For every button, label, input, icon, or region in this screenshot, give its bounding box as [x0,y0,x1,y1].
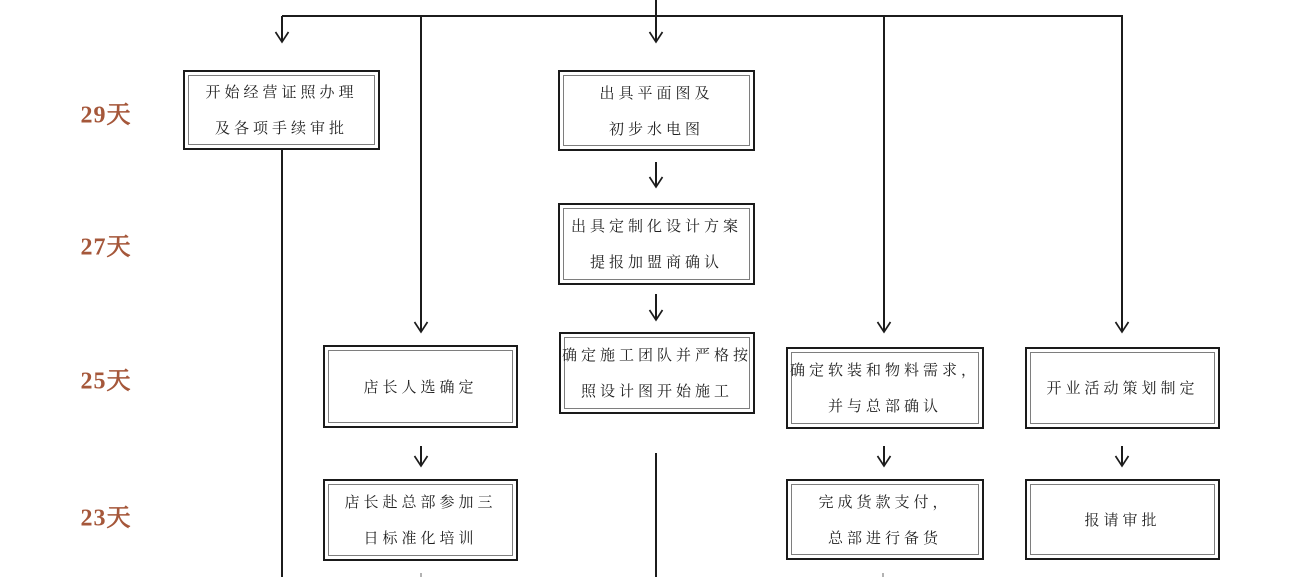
arrow-manager-to-training [415,446,428,466]
node-line: 开始经营证照办理 [205,83,358,101]
arrow-to-floorplan [650,16,663,42]
node-line: 并与总部确认 [827,397,942,415]
arrow-to-manager [415,16,428,332]
arrow-design-to-construction [650,294,663,320]
timeline-label-27: 27天 [80,234,132,261]
node-softgoods-materials [786,347,984,429]
node-custom-design [558,203,755,285]
node-line: 提报加盟商确认 [589,253,723,271]
node-payment-stocking [786,479,984,560]
node-construction-team [559,332,755,414]
node-line: 出具平面图及 [599,83,714,102]
node-line: 开业活动策划制定 [1046,379,1199,397]
node-line: 初步水电图 [608,119,704,138]
arrow-to-opening [1116,16,1129,332]
node-floorplan [558,70,755,151]
node-opening-event-planning [1025,347,1220,429]
node-license-processing [183,70,380,150]
node-hq-training [323,479,518,561]
timeline-label-23: 23天 [80,505,132,532]
arrow-floorplan-to-design [650,162,663,187]
timeline-label-29: 29天 [80,102,132,129]
node-line: 及各项手续审批 [214,119,348,137]
node-line: 确定施工团队并严格按 [562,346,753,364]
node-line: 店长人选确定 [363,377,478,396]
arrow-softgoods-to-payment [878,446,891,466]
node-line: 照设计图开始施工 [580,382,733,400]
arrow-opening-to-approval [1116,446,1129,466]
node-line: 日标准化培训 [363,529,478,547]
node-submit-approval [1025,479,1220,560]
node-store-manager-selection [323,345,518,428]
node-line: 店长赴总部参加三 [344,493,497,511]
node-line: 总部进行备货 [827,528,942,547]
arrow-to-softgoods [878,16,891,332]
node-line: 出具定制化设计方案 [570,217,742,235]
arrow-to-license [276,16,289,42]
node-line: 报请审批 [1084,510,1161,529]
node-line: 完成货款支付， [818,492,952,511]
node-line: 确定软装和物料需求， [790,361,981,379]
timeline-label-25: 25天 [80,368,132,395]
